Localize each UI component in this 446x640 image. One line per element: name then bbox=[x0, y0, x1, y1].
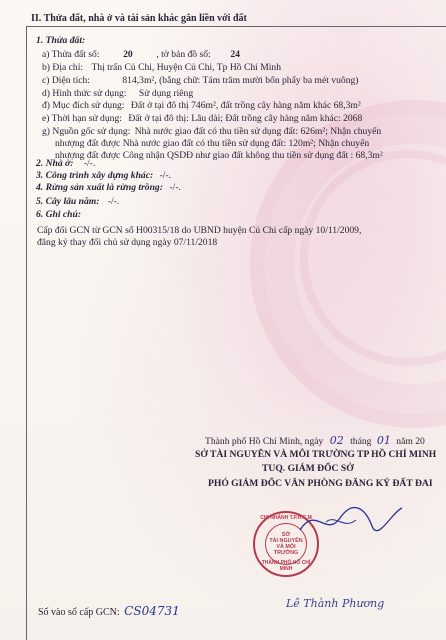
use-term-label: e) Thời hạn sử dụng: bbox=[42, 113, 122, 124]
use-purpose-label: đ) Mục đích sử dụng: bbox=[42, 100, 125, 111]
parcel-number-value: 20 bbox=[123, 49, 133, 60]
agency-name: SỞ TÀI NGUYÊN VÀ MÔI TRƯỜNG TP HỒ CHÍ MINH bbox=[195, 449, 437, 460]
parcel-number-row bbox=[42, 49, 257, 60]
certificate-number-label: Số vào sổ cấp GCN: bbox=[38, 607, 120, 618]
house-label: 2. Nhà ở: bbox=[36, 158, 74, 169]
use-form-value: Sử dụng riêng bbox=[138, 88, 194, 99]
origin-value-2: nhượng đất được Nhà nước giao đất có thu tiền sử dụng đất: 120m²; Nhận chuyển bbox=[55, 138, 370, 149]
house-row bbox=[36, 158, 95, 169]
use-term-row bbox=[42, 113, 362, 124]
signature-scribble bbox=[296, 500, 406, 540]
certificate-number-value: CS04731 bbox=[124, 604, 180, 618]
certificate-number-row bbox=[38, 604, 180, 618]
notes-label: 6. Ghi chú: bbox=[36, 209, 82, 220]
perennial-row bbox=[36, 196, 119, 207]
stamp-line-1: SỞ bbox=[281, 531, 291, 538]
place-date-prefix: Thành phố Hồ Chí Minh, ngày bbox=[205, 436, 324, 447]
construction-value: -/-. bbox=[159, 170, 172, 181]
use-form-row bbox=[42, 88, 193, 99]
signer-name: Lê Thành Phương bbox=[286, 597, 385, 610]
origin-value-1: Nhà nước giao đất có thu tiền sử dụng đất: 626m²; Nhận chuyển bbox=[134, 126, 382, 137]
date-year-label: năm 20 bbox=[396, 436, 425, 447]
land-heading: 1. Thửa đất: bbox=[36, 35, 86, 46]
stamp-ring-top: CHI NHÁNH T.P.H.C.M bbox=[260, 515, 312, 521]
use-purpose-row bbox=[42, 100, 361, 111]
origin-row bbox=[42, 126, 381, 137]
signer-position: PHÓ GIÁM ĐỐC VĂN PHÒNG ĐĂNG KÝ ĐẤT ĐAI bbox=[208, 478, 433, 489]
construction-row bbox=[36, 170, 171, 181]
date-month: 01 bbox=[376, 434, 391, 447]
origin-value-3: nhượng đất được Công nhận QSDĐ như giao đất không thu tiền sử dụng đất : 68,3m² bbox=[55, 150, 383, 161]
date-day: 02 bbox=[329, 434, 344, 447]
frame-top-border bbox=[26, 26, 446, 27]
forest-value: -/-. bbox=[169, 182, 181, 193]
use-form-label: d) Hình thức sử dụng: bbox=[42, 88, 127, 99]
stamp-ring-bottom: THÀNH PHỐ HỒ CHÍ MINH bbox=[261, 560, 311, 572]
parcel-number-label: a) Thửa đất số: bbox=[42, 49, 100, 60]
address-label: b) Địa chỉ: bbox=[42, 62, 84, 73]
section-title: II. Thửa đất, nhà ở và tài sản khác gắn liền với đất bbox=[31, 13, 247, 24]
area-value: 814,3m², (bằng chữ: Tám trăm mười bốn phẩy ba mét vuông) bbox=[122, 75, 359, 86]
notes-line-1: Cấp đổi GCN từ GCN số H00315/18 do UBND huyện Củ Chi cấp ngày 10/11/2009, bbox=[37, 225, 362, 236]
use-term-value: Đất ở tại đô thị: Lâu dài; Đất trồng cây hàng năm khác: 2068 bbox=[128, 113, 363, 124]
map-sheet-value: 24 bbox=[230, 49, 240, 60]
map-sheet-label: , tờ bản đồ số: bbox=[156, 49, 211, 60]
frame-left-border bbox=[26, 26, 27, 640]
area-row bbox=[42, 75, 358, 86]
area-label: c) Diện tích: bbox=[42, 75, 90, 86]
address-value: Thị trấn Củ Chi, Huyện Củ Chi, Tp Hồ Chí Minh bbox=[91, 62, 282, 73]
forest-label: 4. Rừng sản xuất là rừng trồng: bbox=[36, 182, 163, 193]
perennial-value: -/-. bbox=[107, 196, 120, 207]
stamp-line-3: VÀ MÔI TRƯỜNG bbox=[273, 544, 299, 557]
place-date bbox=[205, 434, 425, 447]
construction-label: 3. Công trình xây dựng khác: bbox=[36, 170, 154, 181]
forest-row bbox=[36, 182, 181, 193]
perennial-label: 5. Cây lâu năm: bbox=[36, 196, 100, 207]
address-row bbox=[42, 62, 281, 73]
house-value: -/-. bbox=[83, 158, 96, 169]
date-month-label: tháng bbox=[350, 436, 372, 447]
on-behalf-title: TUQ. GIÁM ĐỐC SỞ bbox=[262, 463, 354, 474]
origin-label: g) Nguồn gốc sử dụng: bbox=[42, 126, 131, 137]
notes-line-2: đăng ký thay đổi chủ sử dụng ngày 07/11/2018 bbox=[37, 237, 218, 248]
stamp-line-2: TÀI NGUYÊN bbox=[269, 537, 303, 544]
use-purpose-value: Đất ở tại đô thị 746m², đất trồng cây hàng năm khác 68,3m² bbox=[130, 100, 361, 111]
